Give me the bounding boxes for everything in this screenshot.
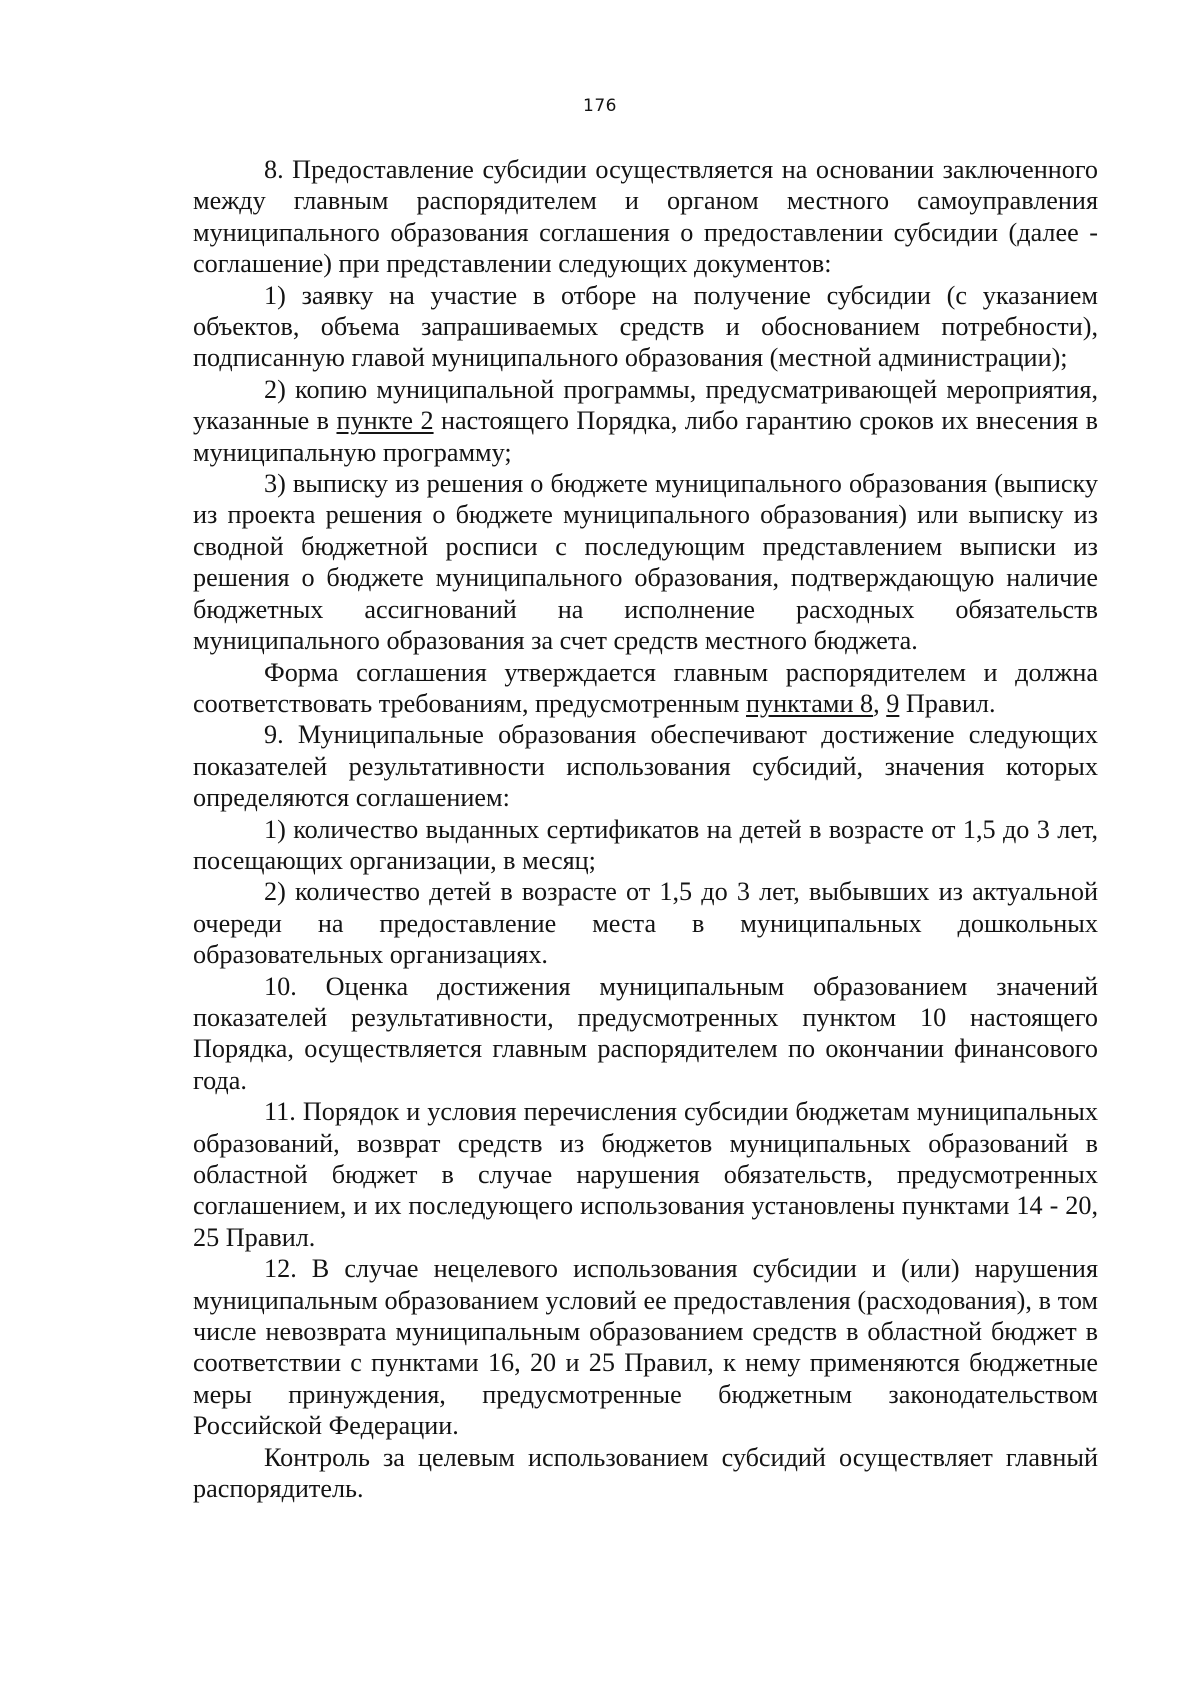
paragraph-8-item-3-text: 3) выписку из решения о бюджете муниципального образования (выписку из проекта решения о бюджете муниципального образования) или выписку из сводной бюджетной росписи с последующим представлением выписки из решения о бюджете муниципального образования, подтверждающую наличие бюджетных ассигнований на исполнение расходных обязательств муниципального образования за счет средств местного бюджета. bbox=[193, 469, 1098, 656]
paragraph-9 bbox=[193, 719, 1098, 813]
paragraph-11 bbox=[193, 1096, 1098, 1253]
paragraph-12 bbox=[193, 1253, 1098, 1441]
paragraph-8-item-2 bbox=[193, 374, 1098, 468]
reference-link-punkt-2[interactable]: пункте 2 bbox=[336, 406, 434, 436]
paragraph-11-text: 11. Порядок и условия перечисления субсидии бюджетам муниципальных образований, возврат средств из бюджетов муниципальных образований в областной бюджет в случае нарушения обязательств, предусмотренных соглашением, и их последующего использования установлены пунктами 14 - 20, 25 Правил. bbox=[193, 1097, 1098, 1252]
page-number: 176 bbox=[583, 96, 617, 116]
paragraph-agreement-form-end: Правил. bbox=[899, 688, 996, 718]
paragraph-8-item-2-text: 2) копию муниципальной программы, предусматривающей мероприятия, указанные в bbox=[193, 374, 1098, 436]
paragraph-9-text: 9. Муниципальные образования обеспечивают достижение следующих показателей результативности использования субсидий, значения которых определяются соглашением: bbox=[193, 720, 1098, 813]
paragraph-8-item-1 bbox=[193, 280, 1098, 374]
paragraph-agreement-form bbox=[193, 657, 1098, 720]
document-body bbox=[193, 154, 1098, 1504]
paragraph-10-text: 10. Оценка достижения муниципальным образованием значений показателей результативности, предусмотренных пунктом 10 настоящего Порядка, осуществляется главным распорядителем по окончании финансового года. bbox=[193, 971, 1098, 1095]
paragraph-9-item-1-text: 1) количество выданных сертификатов на детей в возрасте от 1,5 до 3 лет, посещающих организации, в месяц; bbox=[193, 814, 1098, 875]
reference-link-punkty-8[interactable]: пунктами 8 bbox=[746, 688, 874, 718]
paragraph-8-item-2-text-end: настоящего Порядка, либо гарантию сроков их внесения в муниципальную программу; bbox=[193, 406, 1098, 467]
paragraph-8-item-3 bbox=[193, 468, 1098, 656]
paragraph-agreement-form-text: Форма соглашения утверждается главным распорядителем и должна соответствовать требованиям, предусмотренным bbox=[193, 657, 1098, 718]
paragraph-9-item-1 bbox=[193, 814, 1098, 877]
paragraph-8 bbox=[193, 154, 1098, 280]
paragraph-control-text: Контроль за целевым использованием субсидий осуществляет главный распорядитель. bbox=[193, 1442, 1098, 1504]
paragraph-10 bbox=[193, 971, 1098, 1097]
paragraph-8-text: 8. Предоставление субсидии осуществляется на основании заключенного между главным распорядителем и органом местного самоуправления муниципального образования соглашения о предоставлении субсидии (далее - соглашение) при представлении следующих документов: bbox=[193, 155, 1098, 279]
paragraph-9-item-2 bbox=[193, 876, 1098, 970]
paragraph-9-item-2-text: 2) количество детей в возрасте от 1,5 до 3 лет, выбывших из актуальной очереди на предоставление места в муниципальных дошкольных образовательных организациях. bbox=[193, 877, 1098, 970]
paragraph-agreement-form-separator: , bbox=[873, 688, 887, 718]
reference-link-punkt-9[interactable]: 9 bbox=[886, 688, 900, 718]
paragraph-8-item-1-text: 1) заявку на участие в отборе на получение субсидии (с указанием объектов, объема запрашиваемых средств и обоснованием потребности), подписанную главой муниципального образования (местной администрации); bbox=[193, 280, 1098, 373]
paragraph-control bbox=[193, 1442, 1098, 1505]
paragraph-12-text: 12. В случае нецелевого использования субсидии и (или) нарушения муниципальным образованием условий ее предоставления (расходования), в том числе невозврата муниципальным образованием средств в областной бюджет в соответствии с пунктами 16, 20 и 25 Правил, к нему применяются бюджетные меры принуждения, предусмотренные бюджетным законодательством Российской Федерации. bbox=[193, 1254, 1098, 1441]
